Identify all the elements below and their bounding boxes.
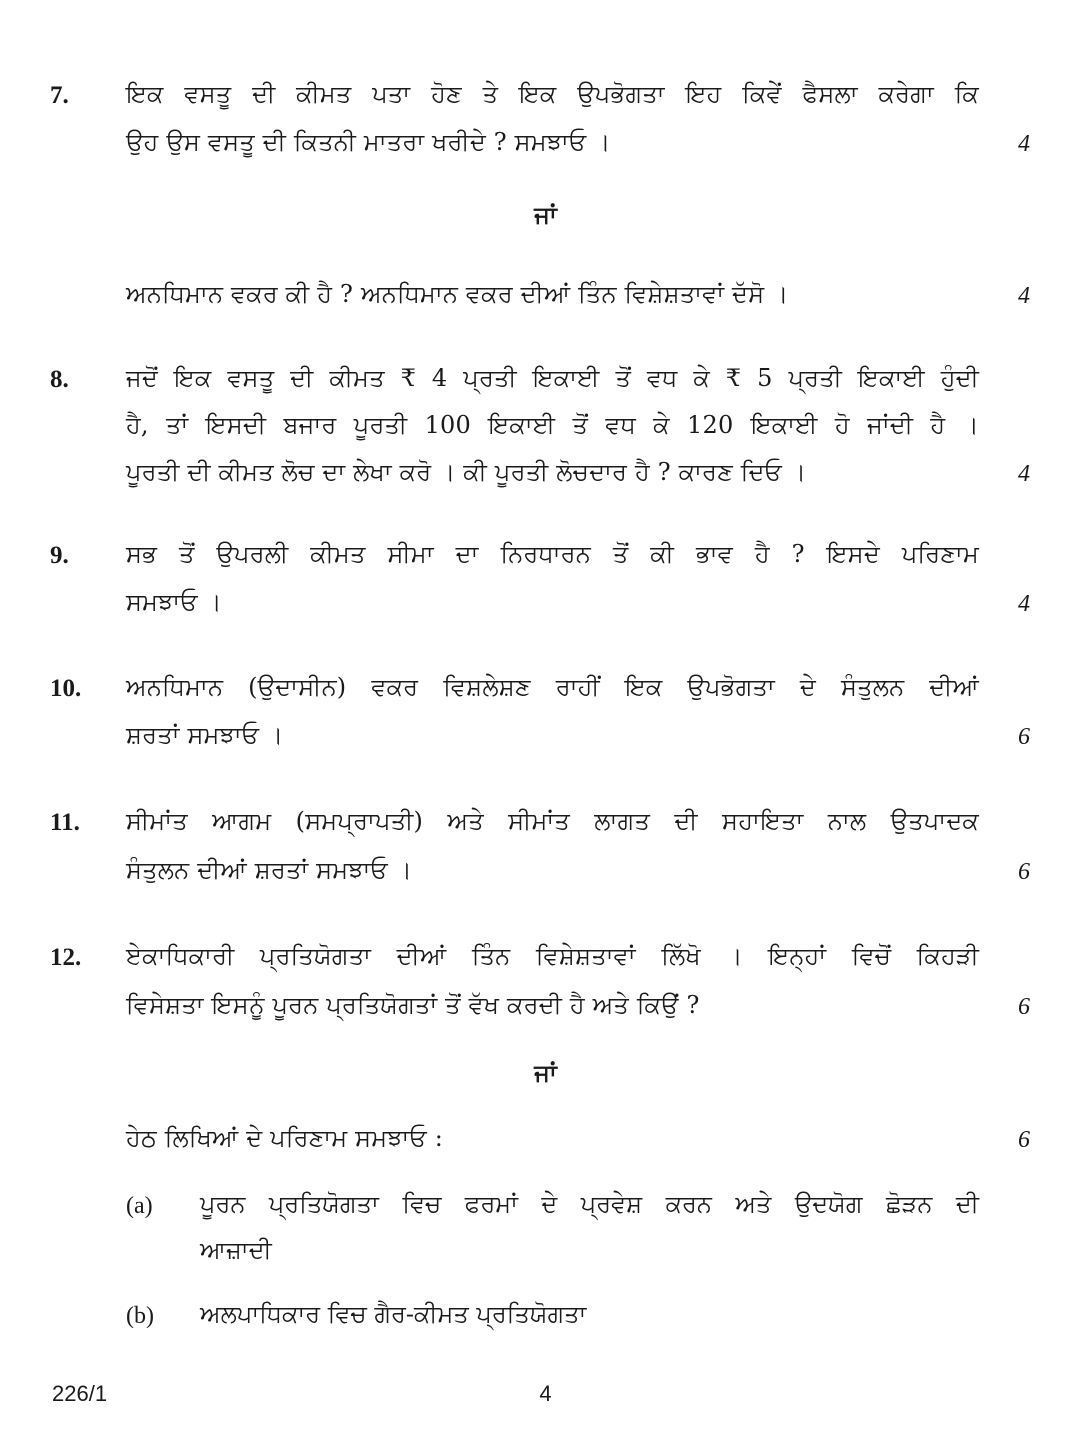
question-text-line: ਹੈ, ਤਾਂ ਇਸਦੀ ਬਜਾਰ ਪੂਰਤੀ 100 ਇਕਾਈ ਤੋਂ ਵਧ ਕੇ 120 ਇਕਾਈ ਹੋ ਜਾਂਦੀ ਹੈ । xyxy=(126,411,979,439)
question-number: 7. xyxy=(50,82,69,109)
question-text-line: ਅਨਧਿਮਾਨ (ਉਦਾਸੀਨ) ਵਕਰ ਵਿਸ਼ਲੇਸ਼ਣ ਰਾਹੀਂ ਇਕ ਉਪਭੋਗਤਾ ਦੇ ਸੰਤੁਲਨ ਦੀਆਂ xyxy=(126,673,979,701)
paper-code: 226/1 xyxy=(52,1381,108,1406)
marks: 6 xyxy=(1018,1127,1030,1153)
question-text-line: ਸਮਝਾਓ । xyxy=(126,588,222,616)
question-text-line: ਏਕਾਧਿਕਾਰੀ ਪ੍ਰਤਿਯੋਗਤਾ ਦੀਆਂ ਤਿੰਨ ਵਿਸ਼ੇਸ਼ਤਾਵਾਂ ਲਿੱਖੋ । ਇਨ੍ਹਾਂ ਵਿਚੋਂ ਕਿਹੜੀ xyxy=(126,942,979,970)
sub-question-text: ਅਲਪਾਧਿਕਾਰ ਵਿਚ ਗੈਰ-ਕੀਮਤ ਪ੍ਰਤਿਯੋਗਤਾ xyxy=(200,1300,587,1328)
question-number: 8. xyxy=(50,366,69,393)
question-text-line: ਸੰਤੁਲਨ ਦੀਆਂ ਸ਼ਰਤਾਂ ਸਮਝਾਓ । xyxy=(126,856,413,884)
marks: 6 xyxy=(1018,724,1030,750)
marks: 4 xyxy=(1018,283,1030,309)
or-divider: ਜਾਂ xyxy=(534,1058,557,1087)
question-text-line: ਪੂਰਤੀ ਦੀ ਕੀਮਤ ਲੋਚ ਦਾ ਲੇਖਾ ਕਰੋ । ਕੀ ਪੂਰਤੀ ਲੋਚਦਾਰ ਹੈ ? ਕਾਰਣ ਦਿਓ । xyxy=(126,458,807,486)
question-number: 10. xyxy=(50,675,82,702)
sub-question-text-line: ਪੂਰਨ ਪ੍ਰਤਿਯੋਗਤਾ ਵਿਚ ਫਰਮਾਂ ਦੇ ਪ੍ਰਵੇਸ਼ ਕਰਨ ਅਤੇ ਉਦਯੋਗ ਛੋੜਨ ਦੀ xyxy=(200,1190,979,1218)
marks: 4 xyxy=(1018,131,1030,157)
question-text-line: ਇਕ ਵਸਤੂ ਦੀ ਕੀਮਤ ਪਤਾ ਹੋਣ ਤੇ ਇਕ ਉਪਭੋਗਤਾ ਇਹ ਕਿਵੇਂ ਫੈਸਲਾ ਕਰੇਗਾ ਕਿ xyxy=(126,80,979,108)
question-number: 11. xyxy=(50,809,80,836)
alternative-question-text: ਹੇਠ ਲਿਖਿਆਂ ਦੇ ਪਰਿਣਾਮ ਸਮਝਾਓ : xyxy=(126,1124,443,1152)
marks: 4 xyxy=(1018,591,1030,617)
marks: 6 xyxy=(1018,994,1030,1020)
question-number: 12. xyxy=(50,944,82,971)
sub-question-label: (a) xyxy=(126,1193,153,1219)
question-text-line: ਸ਼ਰਤਾਂ ਸਮਝਾਓ । xyxy=(126,721,284,749)
sub-question-text-line: ਆਜ਼ਾਦੀ xyxy=(200,1236,272,1264)
question-text-line: ਸੀਮਾਂਤ ਆਗਮ (ਸਮਪ੍ਰਾਪਤੀ) ਅਤੇ ਸੀਮਾਂਤ ਲਾਗਤ ਦੀ ਸਹਾਇਤਾ ਨਾਲ ਉਤਪਾਦਕ xyxy=(126,807,979,835)
question-text-line: ਵਿਸੇਸ਼ਤਾ ਇਸਨੂੰ ਪੂਰਨ ਪ੍ਰਤਿਯੋਗਤਾਂ ਤੋਂ ਵੱਖ ਕਰਦੀ ਹੈ ਅਤੇ ਕਿਉਂ ? xyxy=(126,991,700,1019)
question-number: 9. xyxy=(50,542,69,569)
or-divider: ਜਾਂ xyxy=(534,200,557,229)
question-text-line: ਉਹ ਉਸ ਵਸਤੂ ਦੀ ਕਿਤਨੀ ਮਾਤਰਾ ਖਰੀਦੇ ? ਸਮਝਾਓ । xyxy=(126,128,611,156)
marks: 6 xyxy=(1018,859,1030,885)
marks: 4 xyxy=(1018,461,1030,487)
page-number: 4 xyxy=(539,1381,552,1406)
sub-question-label: (b) xyxy=(126,1303,154,1329)
alternative-question-text: ਅਨਧਿਮਾਨ ਵਕਰ ਕੀ ਹੈ ? ਅਨਧਿਮਾਨ ਵਕਰ ਦੀਆਂ ਤਿੰਨ ਵਿਸ਼ੇਸ਼ਤਾਵਾਂ ਦੱਸੋ । xyxy=(126,280,789,308)
question-text-line: ਸਭ ਤੋਂ ਉਪਰਲੀ ਕੀਮਤ ਸੀਮਾ ਦਾ ਨਿਰਧਾਰਨ ਤੋਂ ਕੀ ਭਾਵ ਹੈ ? ਇਸਦੇ ਪਰਿਣਾਮ xyxy=(126,540,979,568)
question-text-line: ਜਦੋਂ ਇਕ ਵਸਤੂ ਦੀ ਕੀਮਤ ₹ 4 ਪ੍ਰਤੀ ਇਕਾਈ ਤੋਂ ਵਧ ਕੇ ₹ 5 ਪ੍ਰਤੀ ਇਕਾਈ ਹੁੰਦੀ xyxy=(126,364,979,392)
